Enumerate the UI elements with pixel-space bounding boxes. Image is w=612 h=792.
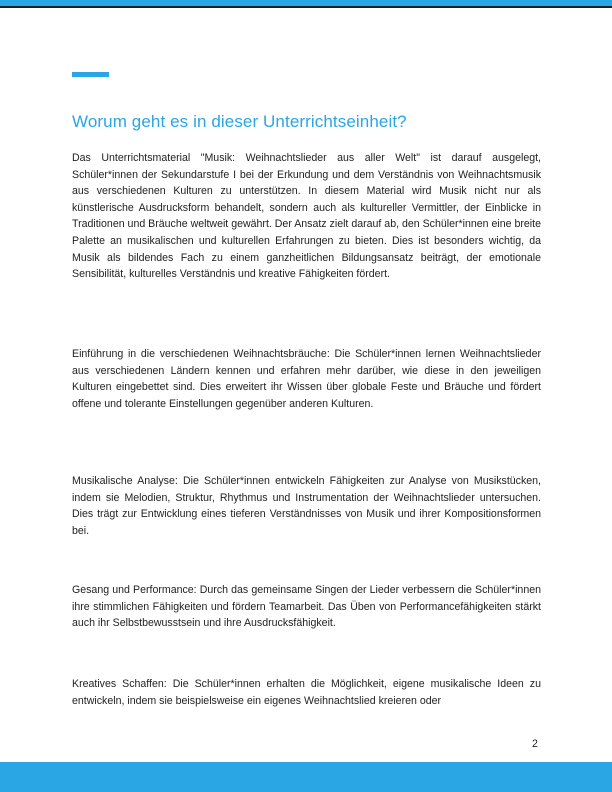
paragraph-gesang-performance: Gesang und Performance: Durch das gemeinsame Singen der Lieder verbessern die Schüler*innen ihre stimmlichen Fähigkeiten und fördern Teamarbeit. Das Üben von Performancefähigkeiten stärkt auch ihr Selbstbewusstsein und ihre Ausdrucksfähigkeit.: [72, 584, 541, 630]
page-title: Worum geht es in dieser Unterrichtseinheit?: [72, 112, 407, 131]
paragraph-musikalische-analyse: Musikalische Analyse: Die Schüler*innen entwickeln Fähigkeiten zur Analyse von Musikstücken, indem sie Melodien, Struktur, Rhythmus und Instrumentation der Weihnachtslieder untersuchen. Dies trägt zur Entwicklung eines tieferen Verständnisses von Musik und ihrer Kompositionsformen bei.: [72, 475, 541, 537]
page-number: 2: [532, 738, 538, 750]
paragraph-weihnachtsbraeuche: Einführung in die verschiedenen Weihnachtsbräuche: Die Schüler*innen lernen Weihnachtslieder aus verschiedenen Ländern kennen und erfahren mehr darüber, wie diese in den jeweiligen Kulturen eingebettet sind. Dies erweitert ihr Wissen über globale Feste und Bräuche und fördert offene und tolerante Einstellungen gegenüber anderen Kulturen.: [72, 348, 541, 410]
paragraph-kreatives-schaffen: Kreatives Schaffen: Die Schüler*innen erhalten die Möglichkeit, eigene musikalische Ideen zu entwickeln, indem sie beispielsweise ein eigenes Weihnachtslied kreieren oder: [72, 678, 541, 707]
heading-accent-bar: [72, 72, 109, 77]
bottom-footer-band: [0, 762, 612, 792]
top-accent-band: [0, 0, 612, 6]
intro-paragraph: Das Unterrichtsmaterial "Musik: Weihnachtslieder aus aller Welt" ist darauf ausgelegt, Schüler*innen der Sekundarstufe I bei der Erkundung und dem Verständnis von Weihnachtsmusik aus verschiedenen Kulturen zu unterstützen. In diesem Material wird Musik nicht nur als künstlerische Ausdrucksform behandelt, sondern auch als kultureller Vermittler, der Einblicke in Traditionen und Bräuche weltweit gewährt. Der Ansatz zielt darauf ab, den Schüler*innen eine breite Palette an musikalischen und kulturellen Erfahrungen zu bieten. Dies ist besonders wichtig, da Musik als bildendes Fach zu einem ganzheitlichen Bildungsansatz beiträgt, der emotionale Sensibilität, kulturelles Verständnis und kreative Fähigkeiten fördert.: [72, 152, 541, 281]
